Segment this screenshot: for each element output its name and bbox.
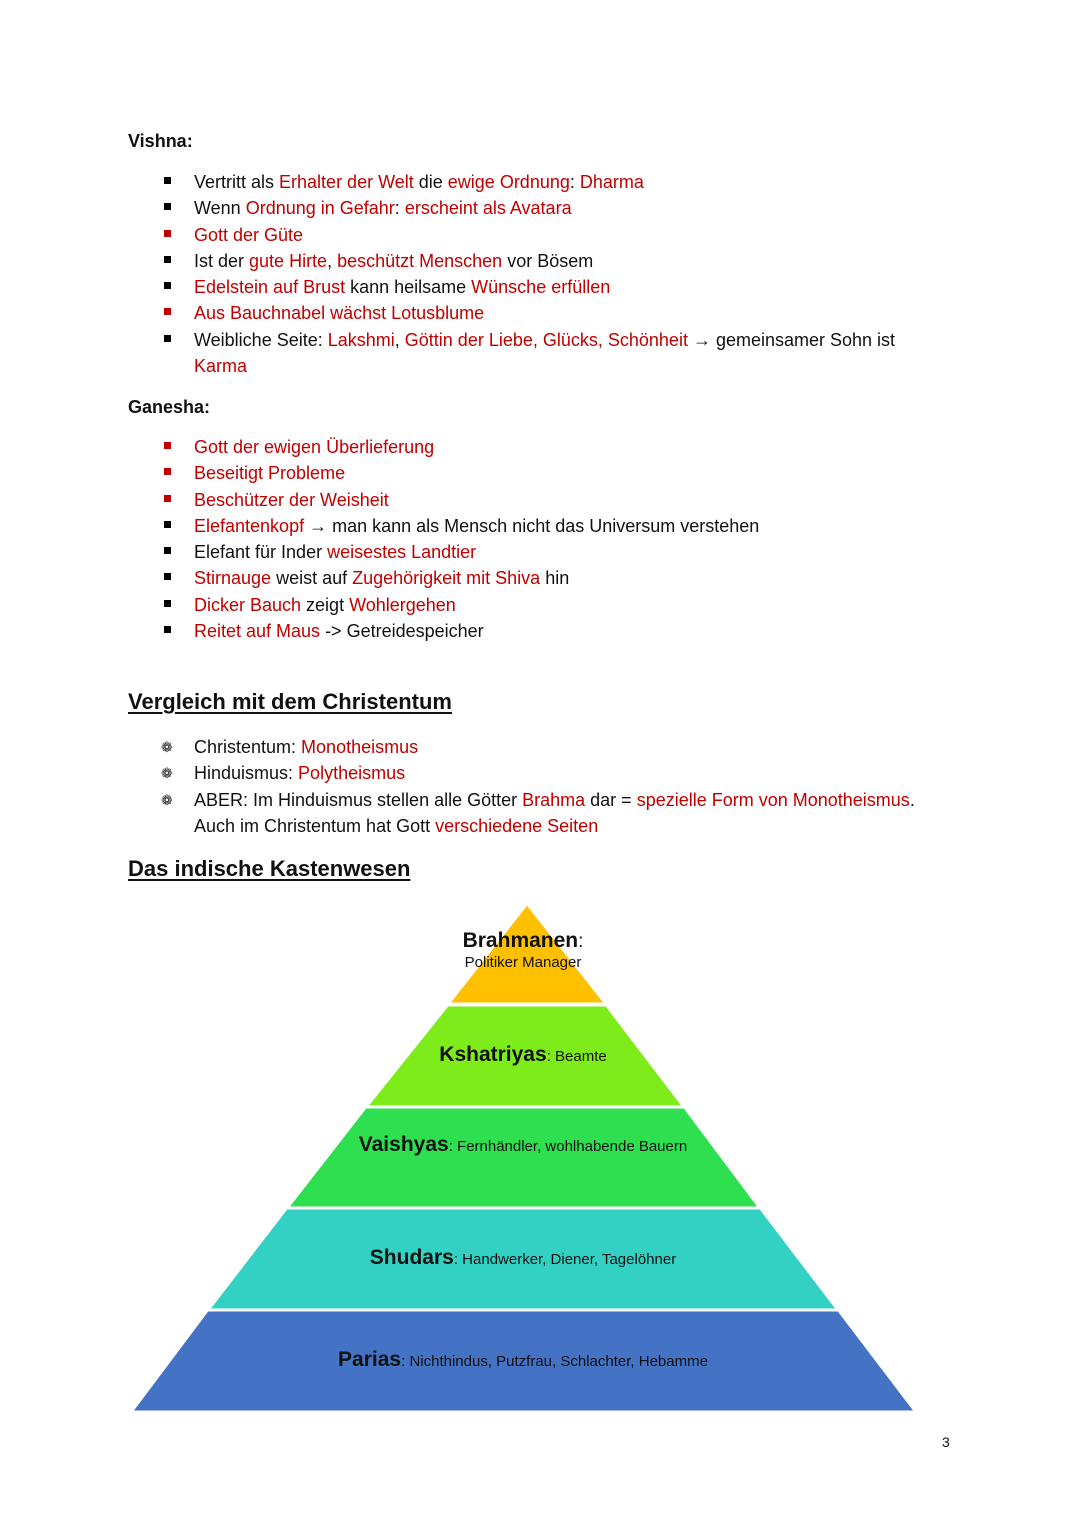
tier-label-kshatriyas	[128, 1043, 918, 1067]
highlighted-text: Karma	[194, 356, 248, 377]
square-bullet-icon	[164, 177, 171, 184]
tier-description: Nichthindus, Putzfrau, Schlachter, Hebamme	[409, 1353, 708, 1370]
tier-separator: :	[453, 1251, 463, 1268]
square-bullet-icon	[164, 600, 171, 607]
text: ,	[394, 329, 405, 350]
list-item	[128, 169, 948, 195]
vergleich-heading: Vergleich mit dem Christentum	[128, 689, 452, 714]
list-item	[128, 592, 948, 618]
square-bullet-icon	[164, 282, 171, 289]
tier-name: Parias	[338, 1348, 402, 1371]
text: die	[413, 172, 448, 192]
highlighted-text: Wünsche erfüllen	[471, 277, 611, 298]
text: → gemeinsamer Sohn ist	[687, 329, 896, 350]
text: dar =	[585, 789, 637, 810]
text: . Auch im Christentum hat Gott	[194, 789, 915, 836]
list-item	[128, 787, 928, 840]
text: Wenn	[194, 198, 246, 219]
page-number: 3	[942, 1434, 950, 1450]
highlighted-text: Polytheismus	[298, 763, 406, 784]
square-bullet-icon	[164, 230, 171, 237]
list-item	[128, 222, 948, 248]
tier-label-vaishyas	[353, 1134, 693, 1158]
highlighted-text: Dicker Bauch	[194, 594, 302, 615]
text: :	[569, 172, 580, 192]
square-bullet-icon	[164, 573, 171, 580]
highlighted-text: Beseitigt Probleme	[194, 463, 346, 484]
tier-label-shudars	[128, 1246, 918, 1270]
square-bullet-icon	[164, 547, 171, 554]
tier-label-parias	[128, 1348, 918, 1372]
square-bullet-icon	[164, 335, 171, 342]
text: ABER: Im Hinduismus stellen alle Götter	[194, 789, 523, 810]
text: Vertritt als	[194, 172, 280, 192]
list-item	[128, 565, 948, 591]
vishna-heading: Vishna:	[128, 131, 193, 151]
tier-separator: :	[448, 1138, 458, 1155]
text: Weibliche Seite:	[194, 329, 328, 350]
highlighted-text: Edelstein auf Brust	[194, 277, 346, 298]
list-item	[128, 460, 948, 486]
tier-name: Shudars	[369, 1246, 454, 1269]
list-item	[128, 760, 928, 786]
text: Elefant für Inder	[194, 542, 328, 563]
highlighted-text: Erhalter der Welt	[279, 172, 414, 192]
tier-separator: :	[546, 1048, 556, 1065]
square-bullet-icon	[164, 203, 171, 210]
tier-description: Handwerker, Diener, Tagelöhner	[462, 1251, 677, 1268]
text: weist auf	[271, 568, 353, 589]
text: Christentum:	[194, 737, 302, 757]
highlighted-text: Ordnung in Gefahr	[245, 198, 395, 219]
highlighted-text: Brahma	[522, 789, 586, 810]
highlighted-text: Monotheismus	[301, 737, 419, 757]
tier-separator: :	[401, 1353, 410, 1370]
square-bullet-icon	[164, 495, 171, 502]
highlighted-text: Beschützer der Weisheit	[194, 489, 389, 510]
text: Hinduismus:	[194, 763, 299, 784]
square-bullet-icon	[164, 521, 171, 528]
text: hin	[540, 568, 570, 589]
highlighted-text: gute Hirte	[249, 250, 328, 271]
text: :	[394, 198, 405, 219]
list-item	[128, 487, 948, 513]
text: -> Getreidespeicher	[320, 621, 484, 642]
highlighted-text: Aus Bauchnabel wächst Lotusblume	[194, 303, 485, 324]
list-item	[128, 300, 948, 326]
list-item	[128, 734, 928, 760]
flower-bullet-icon: ❁	[161, 791, 173, 808]
tier-description: Fernhändler, wohlhabende Bauern	[457, 1138, 688, 1155]
highlighted-text: weisestes Landtier	[327, 542, 477, 563]
list-item	[128, 274, 948, 300]
highlighted-text: Gott der ewigen Überlieferung	[194, 437, 435, 457]
tier-name: Kshatriyas	[439, 1043, 547, 1066]
list-item	[128, 327, 948, 380]
list-item	[128, 618, 948, 644]
list-item	[128, 195, 948, 221]
tier-description: Politiker Manager	[464, 954, 582, 971]
text: zeigt	[301, 594, 350, 615]
text: kann heilsame	[345, 277, 472, 298]
tier-name: Vaishyas	[358, 1133, 449, 1156]
highlighted-text: Lakshmi	[327, 329, 395, 350]
highlighted-text: Dharma	[579, 172, 644, 192]
highlighted-text: Wohlergehen	[349, 594, 456, 615]
list-item	[128, 513, 948, 539]
highlighted-text: erscheint als Avatara	[404, 198, 572, 219]
square-bullet-icon	[164, 308, 171, 315]
ganesha-heading: Ganesha:	[128, 397, 211, 417]
highlighted-text: Reitet auf Maus	[194, 621, 321, 642]
ganesha-list	[128, 434, 948, 644]
highlighted-text: verschiedene Seiten	[435, 815, 599, 836]
tier-description: Beamte	[555, 1048, 607, 1065]
kastenwesen-heading: Das indische Kastenwesen	[128, 856, 411, 881]
vergleich-list	[128, 734, 928, 839]
text: → man kann als Mensch nicht das Universum verstehen	[304, 515, 760, 536]
square-bullet-icon	[164, 468, 171, 475]
highlighted-text: Zugehörigkeit mit Shiva	[352, 568, 541, 589]
text: Ist der	[194, 250, 250, 271]
tier-label-brahmanen	[128, 931, 918, 973]
square-bullet-icon	[164, 626, 171, 633]
square-bullet-icon	[164, 442, 171, 449]
text: ,	[327, 250, 338, 271]
highlighted-text: Gott der Güte	[194, 224, 304, 245]
list-item	[128, 434, 948, 460]
highlighted-text: Elefantenkopf	[194, 515, 305, 536]
list-item	[128, 248, 948, 274]
text: vor Bösem	[502, 250, 594, 271]
flower-bullet-icon: ❁	[161, 739, 173, 755]
highlighted-text: spezielle Form von Monotheismus	[636, 789, 910, 810]
highlighted-text: ewige Ordnung	[447, 172, 570, 192]
highlighted-text: Stirnauge	[194, 568, 272, 589]
highlighted-text: Göttin der Liebe, Glücks, Schönheit	[404, 329, 688, 350]
square-bullet-icon	[164, 256, 171, 263]
highlighted-text: beschützt Menschen	[337, 250, 503, 271]
list-item	[128, 539, 948, 565]
caste-pyramid	[128, 900, 918, 1415]
tier-name: Brahmanen	[462, 929, 579, 952]
tier-separator: :	[578, 931, 584, 952]
flower-bullet-icon: ❁	[161, 765, 173, 782]
vishna-list	[128, 169, 948, 379]
